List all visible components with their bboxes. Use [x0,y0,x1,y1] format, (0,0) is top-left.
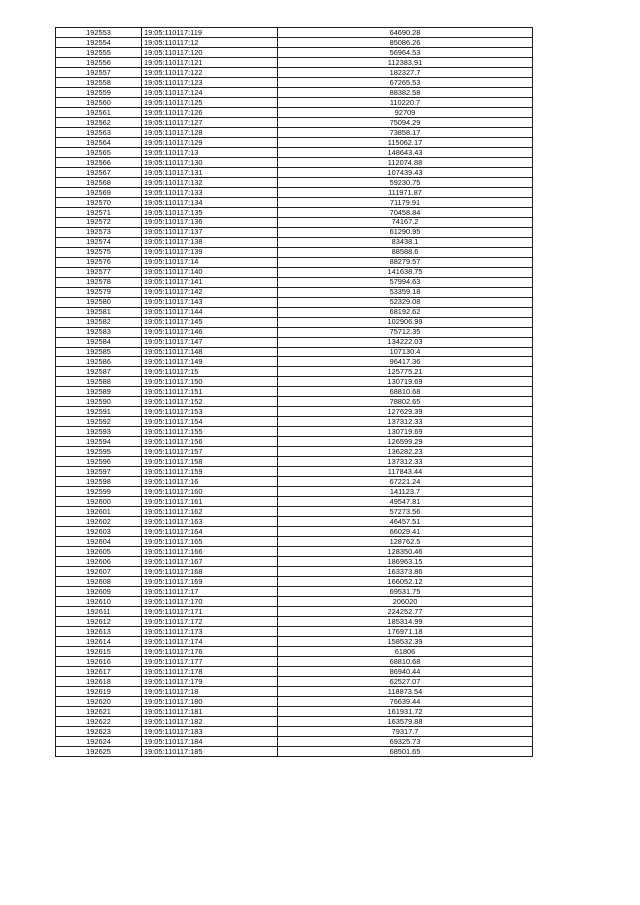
table-row [56,107,533,117]
row-value-cell: 176971.18 [278,627,533,637]
table-row [56,367,533,377]
row-key-cell: 19:05:110117:173 [142,627,278,637]
row-id-cell: 192577 [56,267,142,277]
row-value-cell: 182327.7 [278,67,533,77]
row-key-cell: 19:05:110117:146 [142,327,278,337]
row-key-cell: 19:05:110117:127 [142,117,278,127]
row-value-cell: 67265.53 [278,77,533,87]
row-key-cell: 19:05:110117:150 [142,377,278,387]
row-key-cell: 19:05:110117:129 [142,137,278,147]
table-row [56,77,533,87]
table-row [56,317,533,327]
row-value-cell: 68192.62 [278,307,533,317]
table-row [56,497,533,507]
row-key-cell: 19:05:110117:180 [142,696,278,706]
row-key-cell: 19:05:110117:161 [142,497,278,507]
table-row [56,517,533,527]
row-value-cell: 128350.46 [278,547,533,557]
row-value-cell: 86940.44 [278,667,533,677]
row-key-cell: 19:05:110117:155 [142,427,278,437]
table-row [56,57,533,67]
row-key-cell: 19:05:110117:136 [142,217,278,227]
row-id-cell: 192611 [56,607,142,617]
table-row [56,537,533,547]
row-value-cell: 206020 [278,597,533,607]
row-value-cell: 53359.18 [278,287,533,297]
row-key-cell: 19:05:110117:14 [142,257,278,267]
row-id-cell: 192560 [56,97,142,107]
row-value-cell: 126599.29 [278,437,533,447]
row-value-cell: 52329.08 [278,297,533,307]
table-row [56,277,533,287]
row-value-cell: 163579.88 [278,716,533,726]
row-id-cell: 192587 [56,367,142,377]
row-value-cell: 88382.58 [278,87,533,97]
row-key-cell: 19:05:110117:185 [142,746,278,756]
row-key-cell: 19:05:110117:170 [142,597,278,607]
row-value-cell: 49547.81 [278,497,533,507]
row-value-cell: 61290.95 [278,227,533,237]
row-id-cell: 192625 [56,746,142,756]
row-value-cell: 186963.15 [278,557,533,567]
table-row [56,237,533,247]
row-key-cell: 19:05:110117:122 [142,67,278,77]
row-id-cell: 192556 [56,57,142,67]
row-value-cell: 96417.36 [278,357,533,367]
table-row [56,467,533,477]
row-id-cell: 192595 [56,447,142,457]
row-key-cell: 19:05:110117:124 [142,87,278,97]
table-row [56,617,533,627]
table-row [56,217,533,227]
table-row [56,437,533,447]
table-row [56,147,533,157]
row-key-cell: 19:05:110117:154 [142,417,278,427]
row-value-cell: 69325.73 [278,736,533,746]
row-key-cell: 19:05:110117:135 [142,207,278,217]
row-key-cell: 19:05:110117:141 [142,277,278,287]
table-row [56,167,533,177]
row-id-cell: 192571 [56,207,142,217]
row-id-cell: 192605 [56,547,142,557]
row-value-cell: 102906.99 [278,317,533,327]
row-key-cell: 19:05:110117:183 [142,726,278,736]
row-id-cell: 192569 [56,187,142,197]
table-row [56,377,533,387]
row-value-cell: 88588.6 [278,247,533,257]
row-id-cell: 192592 [56,417,142,427]
table-row [56,407,533,417]
row-id-cell: 192563 [56,127,142,137]
row-value-cell: 67221.24 [278,477,533,487]
row-id-cell: 192553 [56,28,142,38]
row-key-cell: 19:05:110117:149 [142,357,278,367]
row-key-cell: 19:05:110117:12 [142,37,278,47]
table-row [56,117,533,127]
table-row [56,567,533,577]
table-row [56,726,533,736]
table-row [56,267,533,277]
row-value-cell: 85086.26 [278,37,533,47]
table-row [56,746,533,756]
table-row [56,507,533,517]
row-value-cell: 134222.03 [278,337,533,347]
row-key-cell: 19:05:110117:165 [142,537,278,547]
table-row [56,387,533,397]
row-value-cell: 64690.28 [278,28,533,38]
row-value-cell: 127629.39 [278,407,533,417]
row-key-cell: 19:05:110117:15 [142,367,278,377]
table-row [56,157,533,167]
row-id-cell: 192573 [56,227,142,237]
row-value-cell: 137312.33 [278,457,533,467]
row-key-cell: 19:05:110117:167 [142,557,278,567]
table-row [56,706,533,716]
row-key-cell: 19:05:110117:176 [142,647,278,657]
row-id-cell: 192574 [56,237,142,247]
row-id-cell: 192566 [56,157,142,167]
table-row [56,177,533,187]
row-id-cell: 192617 [56,667,142,677]
row-value-cell: 148643.43 [278,147,533,157]
row-key-cell: 19:05:110117:128 [142,127,278,137]
table-row [56,137,533,147]
row-value-cell: 46457.51 [278,517,533,527]
row-id-cell: 192596 [56,457,142,467]
table-row [56,357,533,367]
row-id-cell: 192554 [56,37,142,47]
table-row [56,227,533,237]
table-row [56,447,533,457]
row-key-cell: 19:05:110117:147 [142,337,278,347]
table-row [56,557,533,567]
table-row [56,477,533,487]
table-row [56,97,533,107]
row-value-cell: 185314.99 [278,617,533,627]
row-id-cell: 192580 [56,297,142,307]
row-key-cell: 19:05:110117:126 [142,107,278,117]
data-table-body [56,28,533,757]
row-id-cell: 192621 [56,706,142,716]
table-row [56,297,533,307]
row-value-cell: 76639.44 [278,696,533,706]
row-id-cell: 192584 [56,337,142,347]
row-id-cell: 192557 [56,67,142,77]
row-value-cell: 112383.91 [278,57,533,67]
table-row [56,187,533,197]
row-key-cell: 19:05:110117:159 [142,467,278,477]
table-row [56,607,533,617]
row-key-cell: 19:05:110117:172 [142,617,278,627]
row-key-cell: 19:05:110117:182 [142,716,278,726]
row-value-cell: 75094.29 [278,117,533,127]
row-id-cell: 192567 [56,167,142,177]
row-id-cell: 192606 [56,557,142,567]
table-row [56,696,533,706]
row-id-cell: 192600 [56,497,142,507]
table-row [56,637,533,647]
row-key-cell: 19:05:110117:153 [142,407,278,417]
row-value-cell: 69531.75 [278,587,533,597]
table-row [56,736,533,746]
row-id-cell: 192568 [56,177,142,187]
table-row [56,597,533,607]
row-id-cell: 192594 [56,437,142,447]
row-id-cell: 192561 [56,107,142,117]
row-value-cell: 141123.7 [278,487,533,497]
row-value-cell: 137312.33 [278,417,533,427]
row-value-cell: 83438.1 [278,237,533,247]
row-key-cell: 19:05:110117:171 [142,607,278,617]
table-row [56,667,533,677]
row-id-cell: 192612 [56,617,142,627]
row-key-cell: 19:05:110117:17 [142,587,278,597]
row-id-cell: 192582 [56,317,142,327]
row-id-cell: 192602 [56,517,142,527]
row-value-cell: 75712.35 [278,327,533,337]
row-id-cell: 192576 [56,257,142,267]
row-id-cell: 192624 [56,736,142,746]
table-row [56,347,533,357]
row-id-cell: 192588 [56,377,142,387]
table-row [56,247,533,257]
row-id-cell: 192610 [56,597,142,607]
row-id-cell: 192613 [56,627,142,637]
table-row [56,647,533,657]
row-key-cell: 19:05:110117:121 [142,57,278,67]
table-row [56,28,533,38]
row-key-cell: 19:05:110117:134 [142,197,278,207]
row-key-cell: 19:05:110117:131 [142,167,278,177]
row-value-cell: 62527.07 [278,676,533,686]
row-value-cell: 117843.44 [278,467,533,477]
row-value-cell: 107439.43 [278,167,533,177]
row-id-cell: 192591 [56,407,142,417]
row-value-cell: 110220.7 [278,97,533,107]
row-id-cell: 192579 [56,287,142,297]
row-key-cell: 19:05:110117:164 [142,527,278,537]
row-key-cell: 19:05:110117:120 [142,47,278,57]
row-value-cell: 71179.91 [278,197,533,207]
row-key-cell: 19:05:110117:162 [142,507,278,517]
table-row [56,577,533,587]
row-value-cell: 74167.2 [278,217,533,227]
row-key-cell: 19:05:110117:140 [142,267,278,277]
row-key-cell: 19:05:110117:132 [142,177,278,187]
table-row [56,527,533,537]
row-key-cell: 19:05:110117:18 [142,686,278,696]
row-value-cell: 56964.53 [278,47,533,57]
row-value-cell: 79317.7 [278,726,533,736]
row-id-cell: 192619 [56,686,142,696]
row-key-cell: 19:05:110117:16 [142,477,278,487]
row-key-cell: 19:05:110117:137 [142,227,278,237]
row-key-cell: 19:05:110117:142 [142,287,278,297]
table-row [56,427,533,437]
table-row [56,676,533,686]
row-key-cell: 19:05:110117:178 [142,667,278,677]
row-key-cell: 19:05:110117:143 [142,297,278,307]
row-key-cell: 19:05:110117:158 [142,457,278,467]
row-value-cell: 57273.56 [278,507,533,517]
row-id-cell: 192618 [56,676,142,686]
row-key-cell: 19:05:110117:163 [142,517,278,527]
table-row [56,37,533,47]
row-id-cell: 192559 [56,87,142,97]
table-row [56,197,533,207]
row-key-cell: 19:05:110117:125 [142,97,278,107]
row-id-cell: 192609 [56,587,142,597]
data-table [55,27,533,757]
row-key-cell: 19:05:110117:177 [142,657,278,667]
row-key-cell: 19:05:110117:156 [142,437,278,447]
row-value-cell: 130719.69 [278,427,533,437]
row-key-cell: 19:05:110117:119 [142,28,278,38]
row-key-cell: 19:05:110117:168 [142,567,278,577]
table-row [56,257,533,267]
row-value-cell: 78802.65 [278,397,533,407]
row-value-cell: 73858.17 [278,127,533,137]
row-id-cell: 192604 [56,537,142,547]
row-key-cell: 19:05:110117:123 [142,77,278,87]
table-row [56,627,533,637]
row-value-cell: 130719.69 [278,377,533,387]
row-id-cell: 192623 [56,726,142,736]
row-id-cell: 192601 [56,507,142,517]
row-value-cell: 111971.87 [278,187,533,197]
row-id-cell: 192598 [56,477,142,487]
table-row [56,587,533,597]
row-key-cell: 19:05:110117:145 [142,317,278,327]
row-id-cell: 192614 [56,637,142,647]
row-value-cell: 68810.68 [278,387,533,397]
table-row [56,67,533,77]
row-value-cell: 92709 [278,107,533,117]
row-id-cell: 192581 [56,307,142,317]
row-id-cell: 192620 [56,696,142,706]
table-row [56,87,533,97]
table-row [56,417,533,427]
row-value-cell: 141638.75 [278,267,533,277]
table-row [56,487,533,497]
table-row [56,327,533,337]
row-id-cell: 192565 [56,147,142,157]
table-row [56,127,533,137]
row-key-cell: 19:05:110117:133 [142,187,278,197]
row-id-cell: 192578 [56,277,142,287]
row-value-cell: 112074.88 [278,157,533,167]
row-key-cell: 19:05:110117:138 [142,237,278,247]
row-key-cell: 19:05:110117:152 [142,397,278,407]
row-value-cell: 166052.12 [278,577,533,587]
table-row [56,457,533,467]
table-row [56,207,533,217]
row-id-cell: 192583 [56,327,142,337]
row-id-cell: 192616 [56,657,142,667]
row-value-cell: 88279.57 [278,257,533,267]
table-row [56,686,533,696]
table-row [56,287,533,297]
row-id-cell: 192608 [56,577,142,587]
row-value-cell: 163373.86 [278,567,533,577]
row-value-cell: 118873.54 [278,686,533,696]
row-id-cell: 192564 [56,137,142,147]
row-value-cell: 136282.23 [278,447,533,457]
row-key-cell: 19:05:110117:169 [142,577,278,587]
row-key-cell: 19:05:110117:166 [142,547,278,557]
row-value-cell: 59230.75 [278,177,533,187]
row-id-cell: 192622 [56,716,142,726]
row-value-cell: 125775.21 [278,367,533,377]
row-value-cell: 68810.68 [278,657,533,667]
row-id-cell: 192586 [56,357,142,367]
row-id-cell: 192589 [56,387,142,397]
row-value-cell: 224252.77 [278,607,533,617]
row-id-cell: 192570 [56,197,142,207]
row-id-cell: 192555 [56,47,142,57]
row-key-cell: 19:05:110117:181 [142,706,278,716]
row-value-cell: 68501.65 [278,746,533,756]
row-key-cell: 19:05:110117:160 [142,487,278,497]
row-id-cell: 192615 [56,647,142,657]
row-value-cell: 161931.72 [278,706,533,716]
table-row [56,47,533,57]
row-value-cell: 61806 [278,647,533,657]
row-value-cell: 115062.17 [278,137,533,147]
row-key-cell: 19:05:110117:174 [142,637,278,647]
row-value-cell: 107130.4 [278,347,533,357]
row-id-cell: 192558 [56,77,142,87]
row-id-cell: 192597 [56,467,142,477]
row-key-cell: 19:05:110117:13 [142,147,278,157]
row-key-cell: 19:05:110117:184 [142,736,278,746]
row-value-cell: 57994.63 [278,277,533,287]
row-key-cell: 19:05:110117:139 [142,247,278,257]
row-value-cell: 70458.84 [278,207,533,217]
row-id-cell: 192585 [56,347,142,357]
row-id-cell: 192603 [56,527,142,537]
row-id-cell: 192590 [56,397,142,407]
row-value-cell: 66029.41 [278,527,533,537]
row-key-cell: 19:05:110117:148 [142,347,278,357]
row-id-cell: 192572 [56,217,142,227]
row-value-cell: 158532.39 [278,637,533,647]
table-row [56,307,533,317]
row-id-cell: 192607 [56,567,142,577]
row-id-cell: 192562 [56,117,142,127]
table-row [56,337,533,347]
table-row [56,716,533,726]
row-key-cell: 19:05:110117:179 [142,676,278,686]
row-key-cell: 19:05:110117:157 [142,447,278,457]
row-key-cell: 19:05:110117:130 [142,157,278,167]
row-id-cell: 192593 [56,427,142,437]
row-id-cell: 192575 [56,247,142,257]
row-key-cell: 19:05:110117:151 [142,387,278,397]
table-row [56,397,533,407]
row-value-cell: 128762.5 [278,537,533,547]
row-key-cell: 19:05:110117:144 [142,307,278,317]
table-row [56,547,533,557]
row-id-cell: 192599 [56,487,142,497]
table-row [56,657,533,667]
